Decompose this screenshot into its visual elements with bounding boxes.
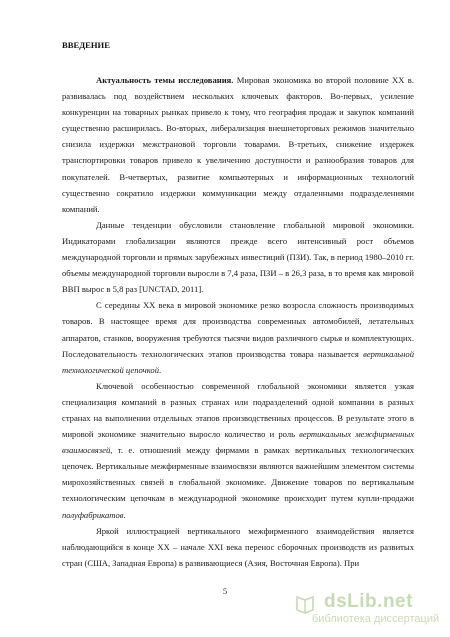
section-heading: ВВЕДЕНИЕ (62, 40, 110, 50)
paragraph-1 (62, 72, 414, 217)
paragraph-2 (62, 217, 414, 297)
paragraph-text: . (123, 509, 126, 520)
italic-term: вертикальной технологической цепочкой (62, 348, 414, 375)
body-text (62, 72, 414, 571)
paragraph-text: Яркой иллюстрацией вертикального межфирменного взаимодействия является наблюдающийся в конце XX – начале XXI века перенос сборочных производств из развитых стран (США, Западная Европа) в развивающиеся (Азия, Восточная Европа). При (62, 525, 414, 568)
paragraph-text: , т. е. отношений между фирмами в рамках вертикальных технологических цепочек. Вертикальные межфирменные взаимосвязи являются важнейшим элементом системы мирохозяйственных связей в глобальной экономике. Движение товаров по вертикальным технологическим цепочкам в международной экономике происходит путем купли-продажи (62, 445, 414, 504)
paragraph-text: Ключевой особенностью современной глобальной экономики является узкая специализация компаний в разных странах или подразделений одной компании в разных странах на выполнении отдельных этапов производственных процессов. В результате этого в мировой экономике значительно выросло количество и роль (62, 380, 414, 440)
paragraph-text: Данные тенденции обусловили становление глобальной мировой экономики. Индикаторами глобализации являются прежде всего интенсивный рост объемов международной торговли и прямых зарубежных инвестиций (ПЗИ). Так, в период 1980–2010 гг. объемы международной торговли выросли в 7,4 раза, ПЗИ – в 26,3 раза, в то время как мировой ВВП вырос в 5,8 раз [UNCTAD, 2011]. (62, 219, 414, 295)
paragraph-text: Мировая экономика во второй половине XX в. развивалась под воздействием нескольких ключевых факторов. Во-первых, усиление конкуренции на товарных рынках привело к тому, что география продаж и закупок компаний существенно расширилась. Во-вторых, либерализация внешнеторговых режимов значительно снизила издержки межстрановой торговли товарами. В-третьих, снижение издержек транспортировки товаров привело к увеличению доступности и разнообразия товаров для покупателей. В-четвертых, развитие компьютерных и информационных технологий существенно сократило издержки коммуникации между отдаленными подразделениями компаний. (62, 75, 414, 214)
italic-term: полуфабрикатов (62, 509, 124, 520)
italic-term: вертикальных межфирменных взаимосвязей (62, 429, 415, 456)
paragraph-5 (62, 523, 414, 571)
watermark (294, 591, 444, 631)
watermark-subtitle: библиотека диссертаций (312, 613, 440, 625)
page-number: 5 (222, 586, 228, 596)
watermark-logo: dsLib.net (324, 591, 413, 612)
paragraph-4 (62, 378, 414, 523)
book-icon (294, 593, 316, 615)
paragraph-lead: Актуальность темы исследования. (96, 75, 234, 85)
paragraph-3 (62, 297, 414, 377)
paragraph-text: . (159, 364, 162, 375)
paragraph-text: С середины XX века в мировой экономике резко возросла сложность производимых товаров. В настоящее время для производства современных автомобилей, летательных аппаратов, станков, вооружения требуются тысячи видов различного сырья и комплектующих. Последовательность технологических этапов производства товара называется (62, 300, 414, 359)
